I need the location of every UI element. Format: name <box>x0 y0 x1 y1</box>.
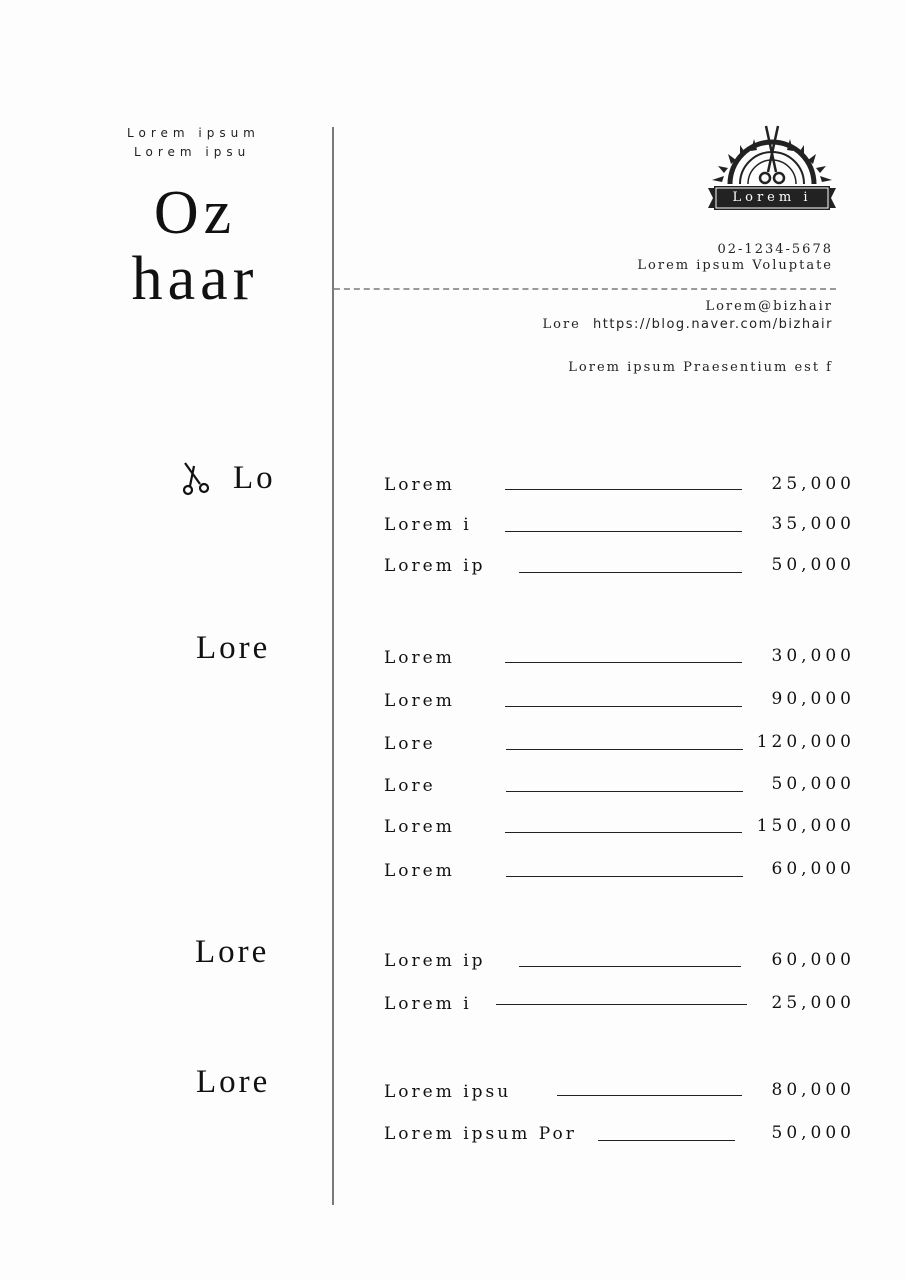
leader-line <box>505 706 742 707</box>
section-title-3: Lore <box>195 934 270 970</box>
dashed-divider <box>334 288 836 290</box>
menu-item-name: Lorem <box>384 861 455 881</box>
blog-label: Lore <box>542 317 581 332</box>
info-note: Lorem ipsum Praesentium est f <box>568 360 833 375</box>
menu-item-price: 80,000 <box>771 1080 855 1100</box>
leader-line <box>598 1140 735 1141</box>
leader-line <box>505 531 742 532</box>
brand-name-line-1: Oz <box>153 179 237 247</box>
menu-item-name: Lorem <box>384 475 455 495</box>
logo-banner-text: Lorem i <box>732 190 812 205</box>
leader-line <box>505 662 742 663</box>
salon-logo <box>706 124 838 214</box>
tagline-line-2: Lorem ipsu <box>134 145 251 159</box>
section-title-4: Lore <box>196 1064 271 1100</box>
menu-item-name: Lore <box>384 776 436 796</box>
address: Lorem ipsum Voluptate <box>637 258 833 273</box>
menu-item-price: 25,000 <box>771 474 855 494</box>
menu-item-name: Lorem ipsum Por <box>384 1124 577 1144</box>
menu-item-name: Lorem i <box>384 994 472 1014</box>
leader-line <box>506 876 743 877</box>
menu-item-price: 90,000 <box>771 689 855 709</box>
menu-item-price: 60,000 <box>771 859 855 879</box>
scissors-icon <box>180 462 210 496</box>
menu-item-price: 50,000 <box>771 774 855 794</box>
menu-item-price: 50,000 <box>771 555 855 575</box>
blog-url-link[interactable]: https://blog.naver.com/bizhair <box>593 317 833 332</box>
leader-line <box>505 832 742 833</box>
menu-item-price: 35,000 <box>771 514 855 534</box>
menu-item-name: Lorem ip <box>384 556 486 576</box>
phone-number: 02-1234-5678 <box>717 242 833 257</box>
menu-item-price: 60,000 <box>771 950 855 970</box>
menu-item-name: Lorem <box>384 648 455 668</box>
menu-item-price: 120,000 <box>756 732 855 752</box>
leader-line <box>519 966 741 967</box>
leader-line <box>505 489 742 490</box>
leader-line <box>506 749 743 750</box>
blog-line <box>543 317 834 332</box>
menu-item-price: 25,000 <box>771 993 855 1013</box>
menu-item-name: Lorem ipsu <box>384 1082 512 1102</box>
email: Lorem@bizhair <box>705 299 833 314</box>
menu-item-name: Lorem ip <box>384 951 486 971</box>
menu-item-price: 30,000 <box>771 646 855 666</box>
menu-item-name: Lorem <box>384 691 455 711</box>
leader-line <box>557 1095 742 1096</box>
leader-line <box>496 1004 747 1005</box>
leader-line <box>519 572 742 573</box>
brand-name-line-2: haar <box>131 245 259 313</box>
menu-item-name: Lorem <box>384 817 455 837</box>
menu-item-price: 150,000 <box>756 816 855 836</box>
menu-item-name: Lorem i <box>384 515 472 535</box>
section-title-2: Lore <box>196 630 271 666</box>
menu-item-name: Lore <box>384 734 436 754</box>
section-title-1: Lo <box>233 460 276 496</box>
leader-line <box>506 791 743 792</box>
tagline-line-1: Lorem ipsum <box>127 126 260 140</box>
menu-item-price: 50,000 <box>771 1123 855 1143</box>
